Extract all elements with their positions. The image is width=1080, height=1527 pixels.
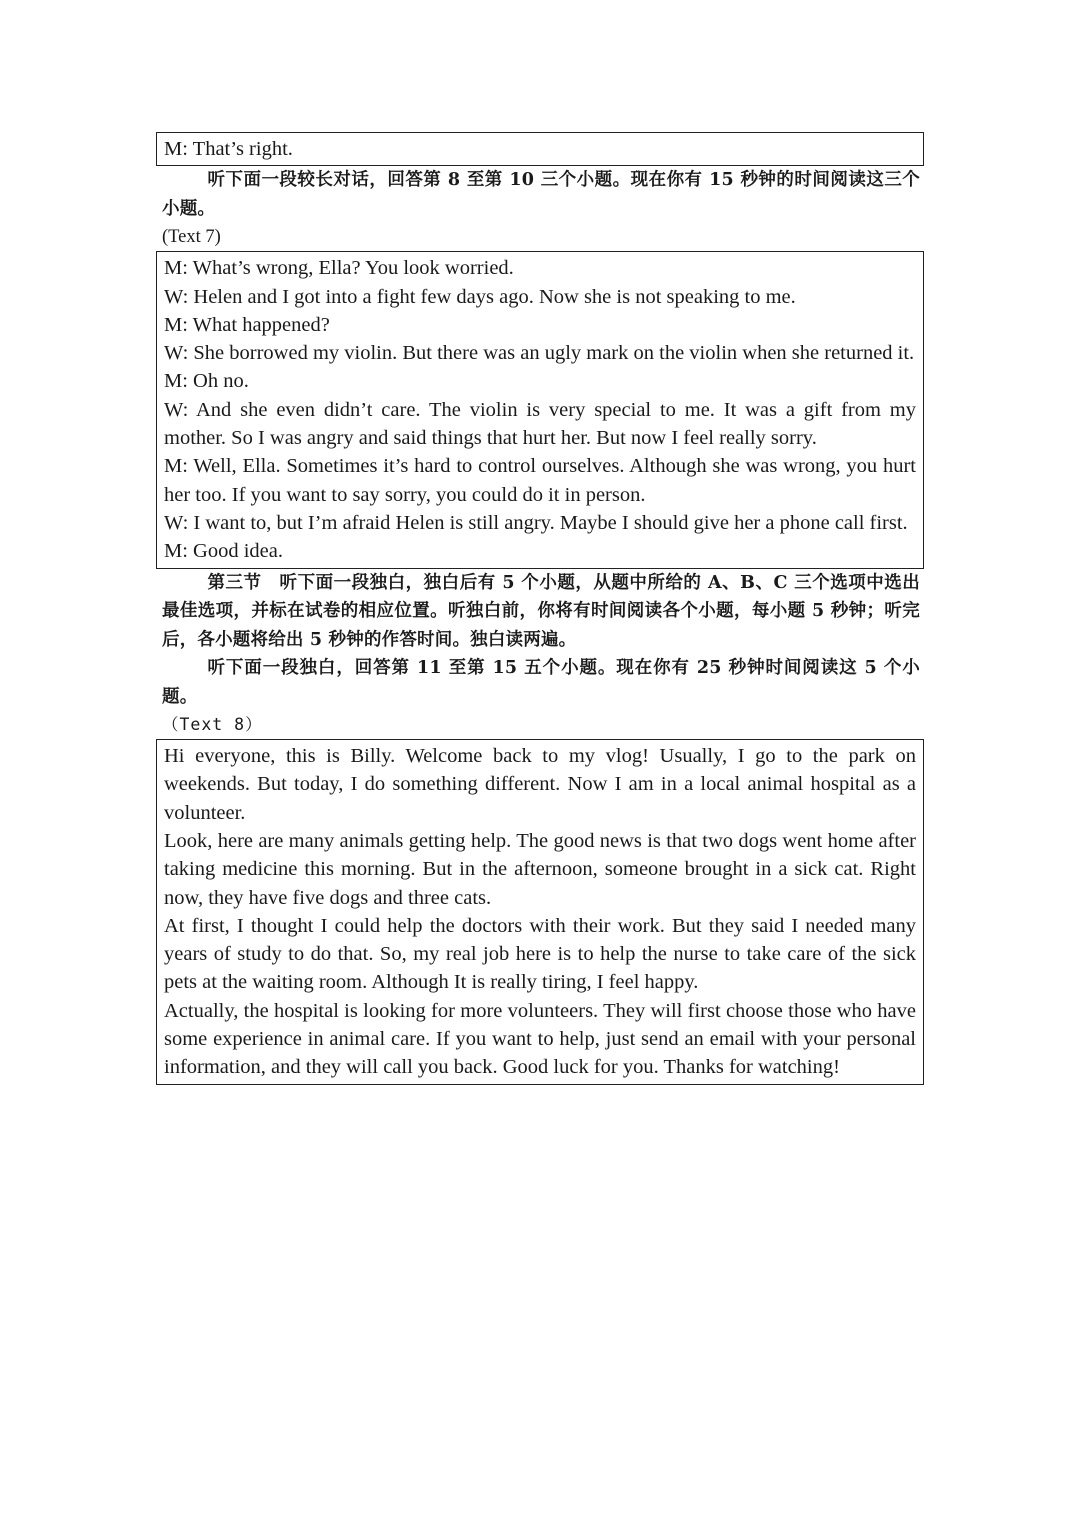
instruction-text8: 听下面一段独白，回答第 11 至第 15 五个小题。现在你有 25 秒钟时间阅读这 5 个小题。	[162, 658, 920, 707]
dialogue-line: M: Good idea.	[164, 540, 283, 563]
monologue-paragraph: At first, I thought I could help the doctors with their work. But they said I needed many years of study to do that. So, my real job here is to help the nurse to take care of the sick pets at the waiting room. Although It is really tiring, I feel happy.	[164, 914, 916, 994]
dialogue-line: M: Oh no.	[164, 370, 249, 393]
dialogue-line: W: And she even didn’t care. The violin is very special to me. It was a gift from my mother. So I was angry and said things that hurt her. But now I feel really sorry.	[164, 398, 916, 450]
exam-page	[156, 132, 924, 1085]
dialogue-line: M: That’s right.	[164, 138, 293, 160]
monologue-paragraph: Actually, the hospital is looking for more volunteers. They will first choose those who have some experience in animal care. If you want to help, just send an email with your personal information, and they will call you back. Good luck for you. Thanks for watching!	[164, 999, 916, 1079]
text8-label: （Text 8）	[162, 715, 263, 735]
monologue-box-text8	[156, 739, 924, 1085]
text7-label: (Text 7)	[162, 227, 221, 248]
instruction-text7: 听下面一段较长对话，回答第 8 至第 10 三个小题。现在你有 15 秒钟的时间阅读这三个小题。	[162, 170, 920, 219]
dialogue-line: W: I want to, but I’m afraid Helen is still angry. Maybe I should give her a phone call first.	[164, 511, 908, 534]
dialogue-line: M: What’s wrong, Ella? You look worried.	[164, 257, 514, 280]
monologue-paragraph: Hi everyone, this is Billy. Welcome back to my vlog! Usually, I go to the park on weekends. But today, I do something different. Now I am in a local animal hospital as a volunteer.	[164, 745, 916, 824]
dialogue-line: W: She borrowed my violin. But there was an ugly mark on the violin when she returned it.	[164, 342, 915, 365]
dialogue-box-text7	[156, 251, 924, 568]
dialogue-box-text6-end	[156, 132, 924, 166]
dialogue-line: W: Helen and I got into a fight few days ago. Now she is not speaking to me.	[164, 285, 796, 308]
section3-instruction: 第三节 听下面一段独白，独白后有 5 个小题，从题中所给的 A、B、C 三个选项中选出最佳选项，并标在试卷的相应位置。听独白前，你将有时间阅读各个小题，每小题 5 秒钟；听完后，各小题将给出 5 秒钟的作答时间。独白读两遍。	[162, 572, 920, 650]
dialogue-line: M: Well, Ella. Sometimes it’s hard to control ourselves. Although she was wrong, you hurt her too. If you want to say sorry, you could do it in person.	[164, 455, 916, 506]
dialogue-line: M: What happened?	[164, 313, 330, 336]
monologue-paragraph: Look, here are many animals getting help. The good news is that two dogs went home after taking medicine this morning. But in the afternoon, someone brought in a sick cat. Right now, they have five dogs and three cats.	[164, 829, 916, 909]
